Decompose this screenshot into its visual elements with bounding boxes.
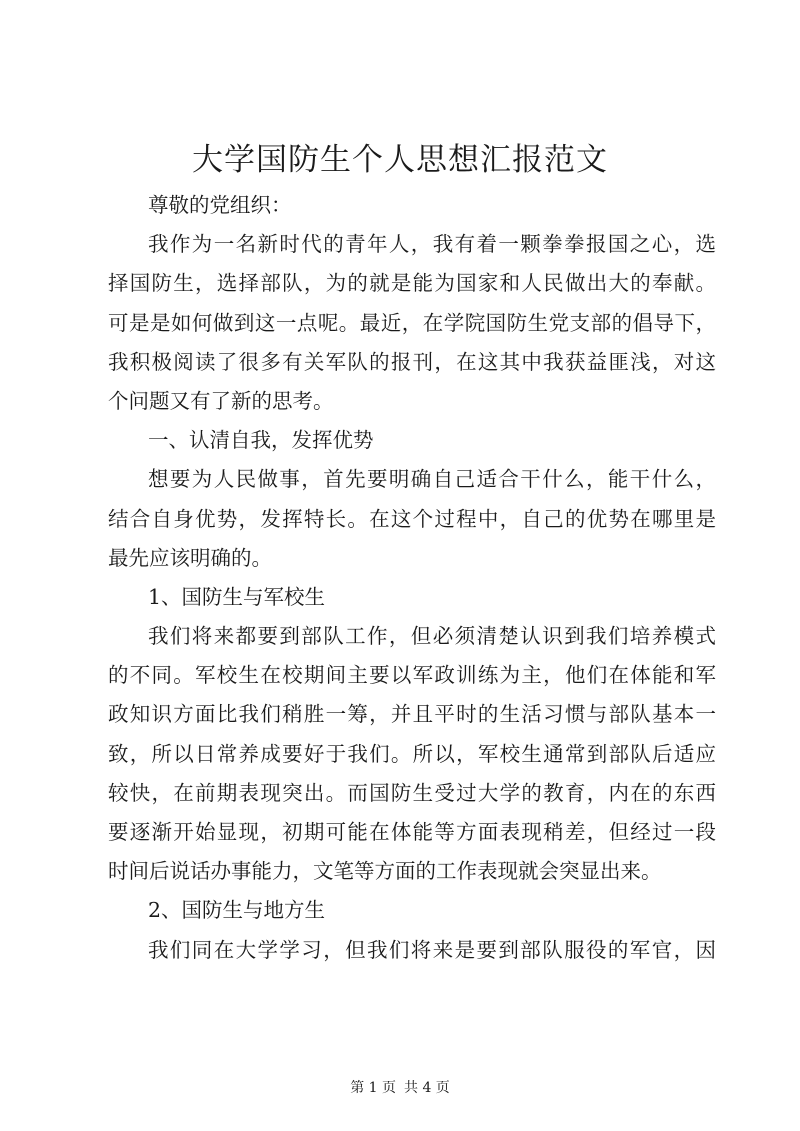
page-number: 第 1 页 bbox=[350, 1080, 396, 1096]
paragraph-line: 较快，在前期表现突出。而国防生受过大学的教育，内在的东西 bbox=[108, 780, 716, 805]
page-footer bbox=[0, 1078, 800, 1098]
paragraph-line: 我们同在大学学习，但我们将来是要到部队服役的军官，因 bbox=[148, 937, 716, 962]
salutation: 尊敬的党组织： bbox=[148, 193, 292, 217]
paragraph-line: 结合自身优势，发挥特长。在这个过程中，自己的优势在哪里是 bbox=[108, 506, 716, 531]
subsection-heading: 1、国防生与军校生 bbox=[148, 584, 326, 609]
paragraph-line: 个问题又有了新的思考。 bbox=[108, 388, 334, 413]
paragraph-line: 想要为人民做事，首先要明确自己适合干什么，能干什么， bbox=[148, 467, 716, 492]
paragraph-line: 最先应该明确的。 bbox=[108, 545, 272, 570]
paragraph-line: 可是是如何做到这一点呢。最近，在学院国防生党支部的倡导下， bbox=[108, 310, 716, 335]
paragraph-line: 我们将来都要到部队工作，但必须清楚认识到我们培养模式 bbox=[148, 624, 716, 649]
document-body bbox=[108, 186, 716, 970]
subsection-heading: 2、国防生与地方生 bbox=[148, 898, 326, 923]
paragraph-line: 择国防生，选择部队，为的就是能为国家和人民做出大的奉献。 bbox=[108, 271, 716, 296]
paragraph-line: 的不同。军校生在校期间主要以军政训练为主，他们在体能和军 bbox=[108, 663, 716, 688]
paragraph-line: 致，所以日常养成要好于我们。所以，军校生通常到部队后适应 bbox=[108, 741, 716, 766]
paragraph-line: 政知识方面比我们稍胜一筹，并且平时的生活习惯与部队基本一 bbox=[108, 702, 716, 727]
document-title: 大学国防生个人思想汇报范文 bbox=[192, 142, 608, 178]
paragraph-line: 我积极阅读了很多有关军队的报刊，在这其中我获益匪浅，对这 bbox=[108, 349, 716, 374]
paragraph-line: 我作为一名新时代的青年人，我有着一颗拳拳报国之心，选 bbox=[148, 232, 716, 257]
paragraph-line: 时间后说话办事能力，文笔等方面的工作表现就会突显出来。 bbox=[108, 859, 662, 884]
paragraph-line: 要逐渐开始显现，初期可能在体能等方面表现稍差，但经过一段 bbox=[108, 820, 716, 844]
page-total: 共 4 页 bbox=[404, 1080, 450, 1096]
section-heading: 一、认清自我，发挥优势 bbox=[148, 428, 374, 453]
